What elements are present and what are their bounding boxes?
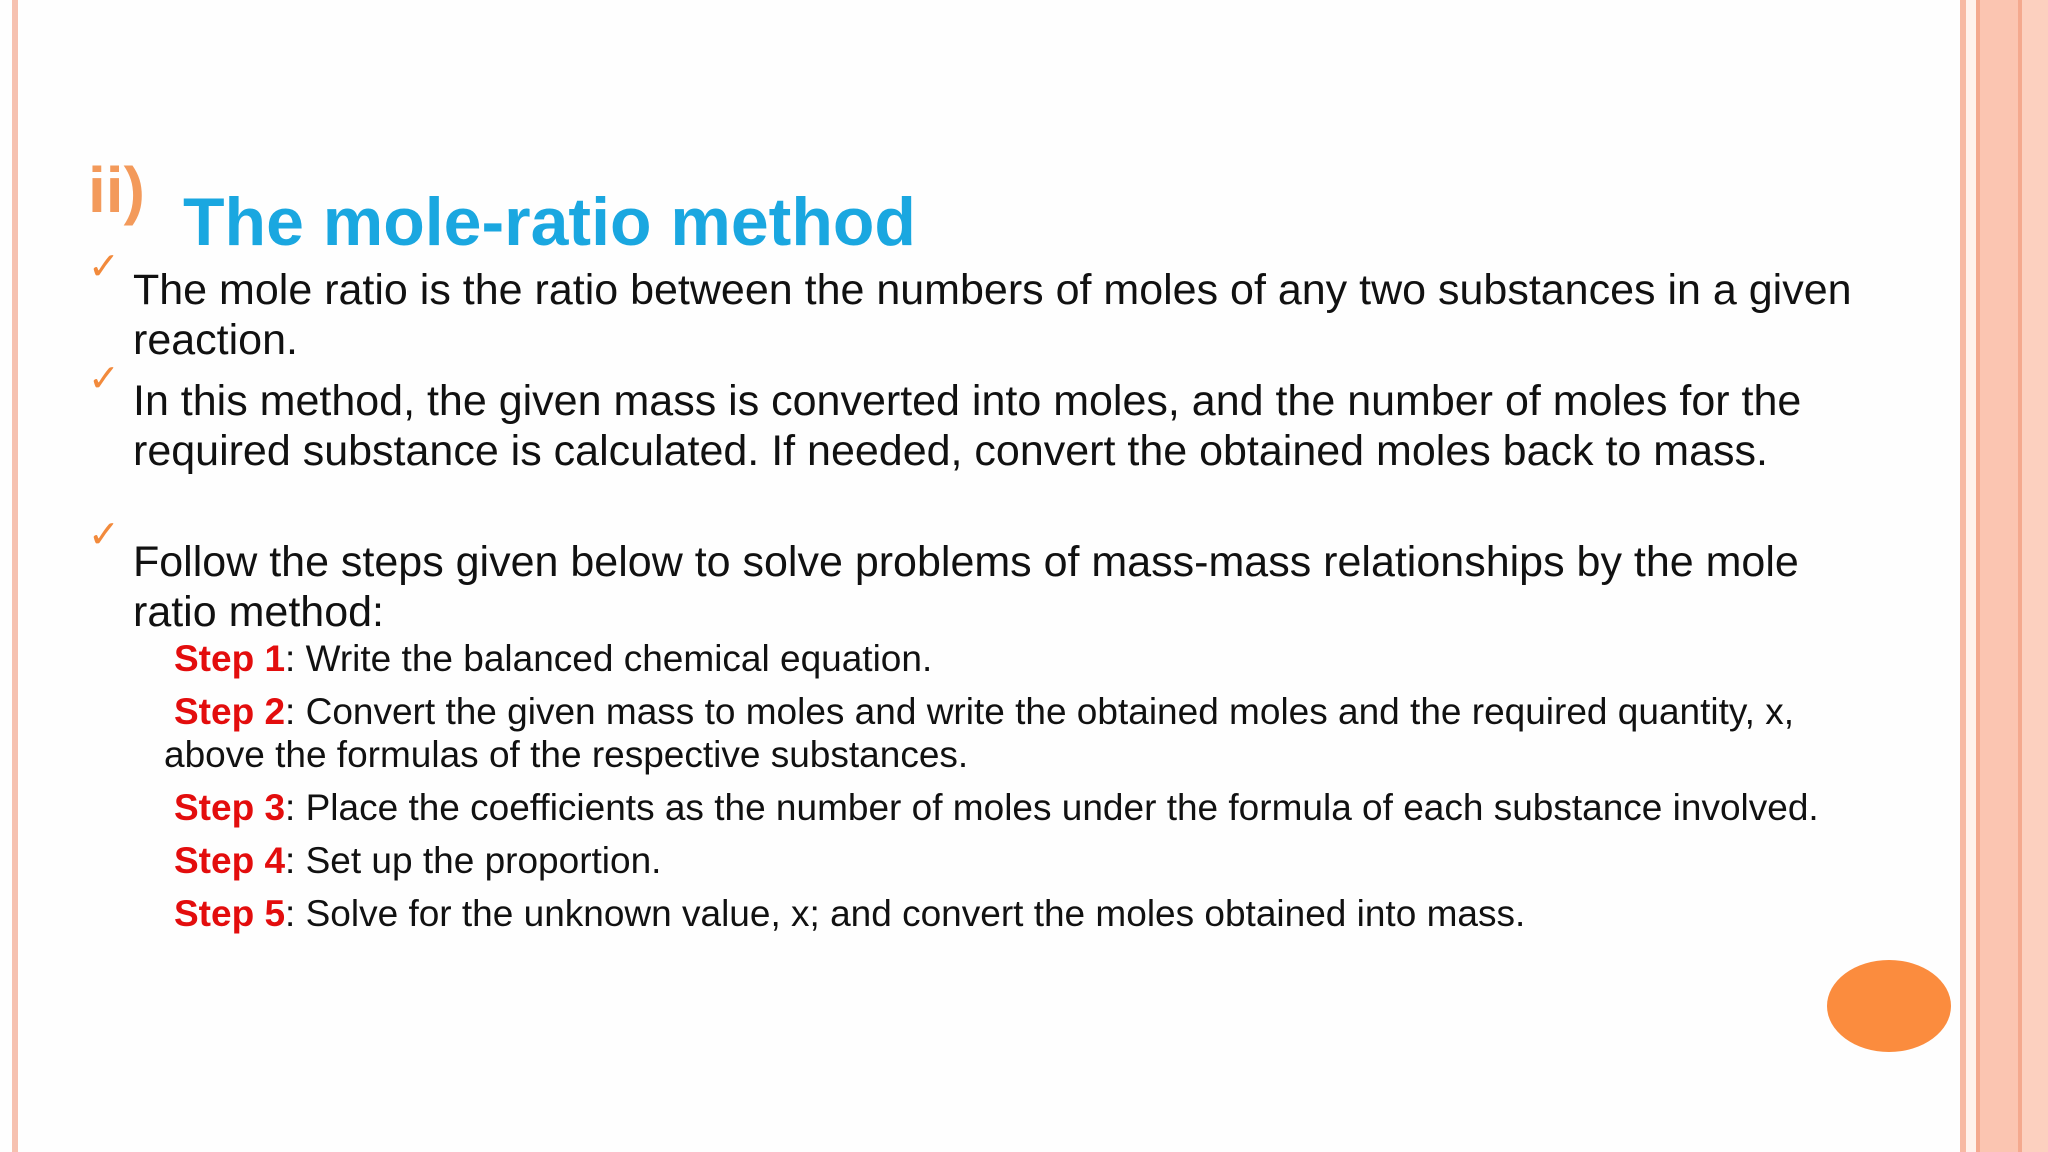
step-label: Step 5 — [174, 893, 286, 934]
section-numeral: ii) — [88, 154, 145, 226]
step-text: : Place the coefficients as the number of moles under the formula of each substance involved. — [285, 787, 1819, 828]
step-label: Step 2 — [174, 691, 286, 732]
slide-title: The mole-ratio method — [183, 184, 916, 260]
step-item — [164, 690, 1894, 776]
checkmark-icon: ✓ — [88, 514, 120, 556]
step-text: : Solve for the unknown value, x; and convert the moles obtained into mass. — [285, 893, 1526, 934]
right-decorative-stripe — [1980, 0, 2018, 1152]
steps-list — [164, 637, 1894, 945]
step-label: Step 4 — [174, 840, 286, 881]
step-text: : Set up the proportion. — [285, 840, 662, 881]
bullet-definition: The mole ratio is the ratio between the numbers of moles of any two substances in a given reaction. — [133, 266, 1852, 364]
right-decorative-stripe — [1966, 0, 1976, 1152]
checkmark-icon: ✓ — [88, 358, 120, 400]
decorative-orange-circle — [1827, 960, 1951, 1052]
step-text: : Write the balanced chemical equation. — [285, 638, 933, 679]
step-item — [164, 839, 1894, 882]
step-text: : Convert the given mass to moles and write the obtained moles and the required quantity, x, above the formulas of the respective substances. — [164, 691, 1794, 775]
step-item — [164, 892, 1894, 935]
step-item — [164, 786, 1894, 829]
step-label: Step 3 — [174, 787, 286, 828]
checkmark-icon: ✓ — [88, 246, 120, 288]
bullet-steps-intro: Follow the steps given below to solve problems of mass-mass relationships by the mole ratio method: — [133, 538, 1799, 636]
slide-left-border — [12, 0, 18, 1152]
step-item — [164, 637, 1894, 680]
bullet-method-description: In this method, the given mass is converted into moles, and the number of moles for the required substance is calculated. If needed, convert the obtained moles back to mass. — [133, 377, 1802, 475]
step-label: Step 1 — [174, 638, 286, 679]
right-decorative-stripe — [2022, 0, 2048, 1152]
